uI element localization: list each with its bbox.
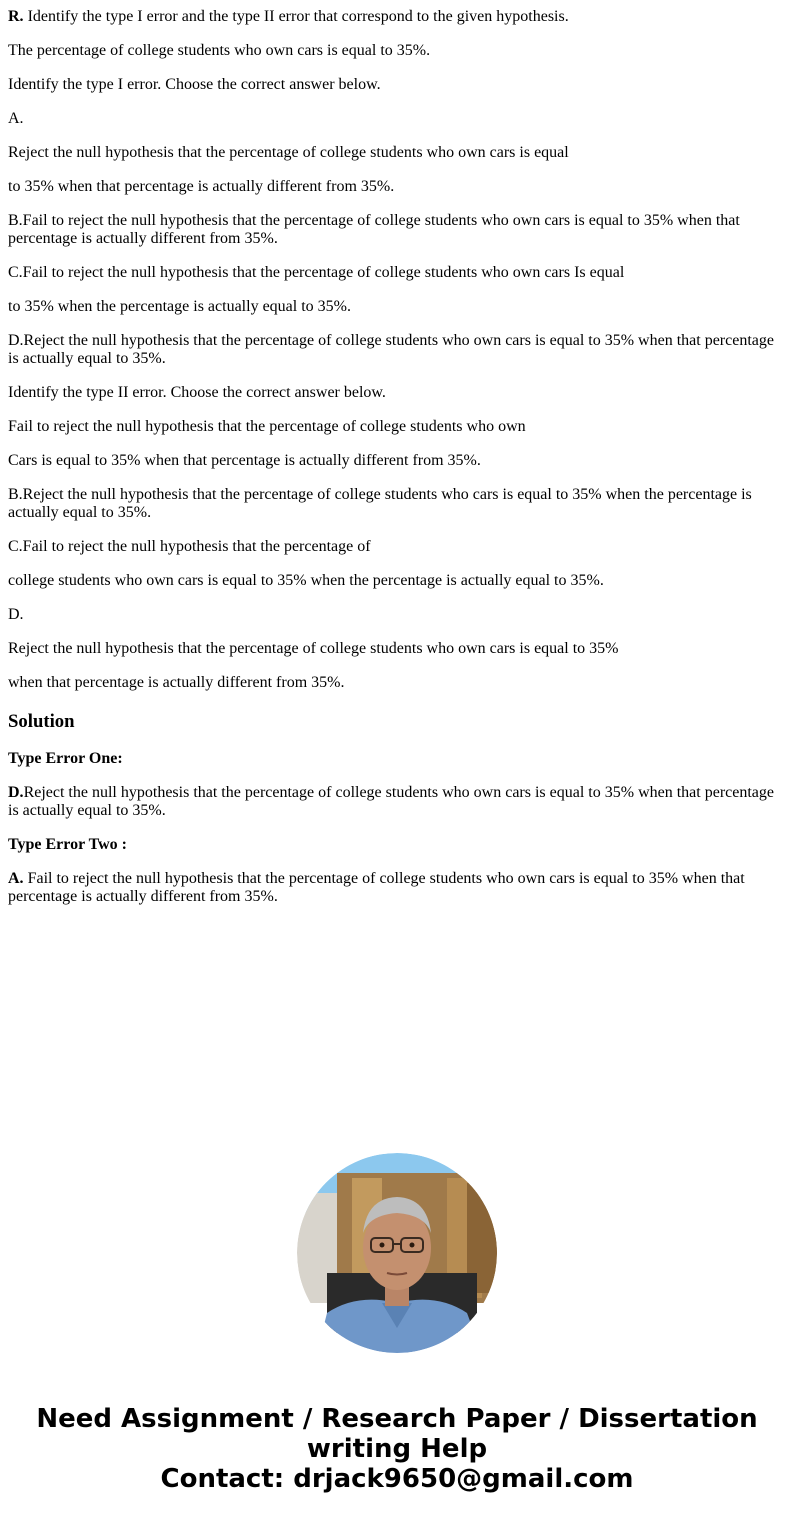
type2-option-d-line1: Reject the null hypothesis that the percentage of college students who own cars is equal to 35% [8,640,619,657]
type1-option-a-label: A. [8,110,24,127]
type1-answer [8,784,786,820]
type2-answer-heading-text: Type Error Two : [8,836,127,853]
type1-prompt: Identify the type I error. Choose the correct answer below. [8,76,381,93]
type2-option-c-line2: college students who own cars is equal to 35% when the percentage is actually equal to 35%. [8,572,604,589]
type2-option-b: B.Reject the null hypothesis that the percentage of college students who cars is equal to 35% when the percentage is actually equal to 35%. [8,486,752,521]
question-intro-text: Identify the type I error and the type II error that correspond to the given hypothesis. [23,8,569,25]
type1-option-a-line1: Reject the null hypothesis that the percentage of college students who own cars is equal [8,144,569,161]
type1-answer-heading [8,750,786,768]
type1-option-d: D.Reject the null hypothesis that the percentage of college students who own cars is equal to 35% when that percentage is actually equal to 35%. [8,332,774,367]
document-body [8,0,786,922]
type1-option-b: B.Fail to reject the null hypothesis that the percentage of college students who own cars is equal to 35% when that percentage is actually different from 35%. [8,212,740,247]
type2-answer-label: A. [8,870,24,887]
promo-footer [0,1404,794,1494]
type2-answer [8,870,786,906]
type2-option-d-label: D. [8,606,24,623]
type2-option-a-line1: Fail to reject the null hypothesis that the percentage of college students who own [8,418,526,435]
type2-answer-text: Fail to reject the null hypothesis that the percentage of college students who own cars is equal to 35% when that percentage is actually different from 35%. [8,870,745,905]
type2-option-a-line2: Cars is equal to 35% when that percentage is actually different from 35%. [8,452,481,469]
type1-answer-text: Reject the null hypothesis that the percentage of college students who own cars is equal to 35% when that percentage is actually equal to 35%. [8,784,774,819]
avatar [297,1153,497,1353]
avatar-portrait-icon [297,1153,497,1353]
type2-prompt: Identify the type II error. Choose the correct answer below. [8,384,386,401]
promo-line-2: writing Help [306,1434,488,1464]
type1-option-c-line1: C.Fail to reject the null hypothesis that the percentage of college students who own cars Is equal [8,264,625,281]
type2-option-d-line2: when that percentage is actually different from 35%. [8,674,345,691]
type1-option-c-line2: to 35% when the percentage is actually equal to 35%. [8,298,351,315]
question-label: R. [8,8,24,25]
hypothesis-statement: The percentage of college students who own cars is equal to 35%. [8,42,431,59]
promo-line-1: Need Assignment / Research Paper / Dissertation [36,1404,758,1434]
type1-answer-heading-text: Type Error One: [8,750,123,767]
solution-heading: Solution [8,711,75,732]
type2-option-c-line1: C.Fail to reject the null hypothesis that the percentage of [8,538,371,555]
type1-option-a-line2: to 35% when that percentage is actually different from 35%. [8,178,395,195]
question-intro [8,8,786,26]
type2-answer-heading [8,836,786,854]
promo-contact: Contact: drjack9650@gmail.com [160,1464,634,1494]
type1-answer-label: D. [8,784,24,801]
